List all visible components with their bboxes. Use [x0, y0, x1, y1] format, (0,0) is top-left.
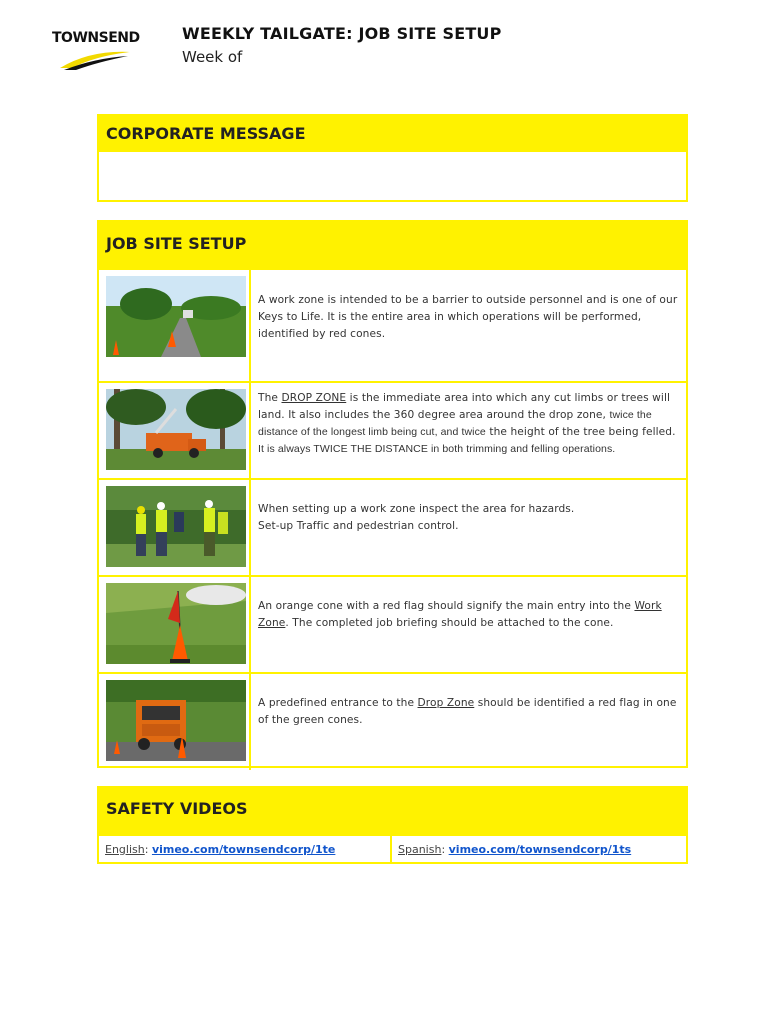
videos-row — [99, 834, 686, 864]
english-label: English — [105, 843, 145, 856]
drop-zone-link[interactable]: DROP ZONE — [281, 392, 347, 404]
spanish-video-link[interactable]: vimeo.com/townsendcorp/1ts — [448, 843, 632, 856]
road-cones-image — [106, 276, 246, 357]
spanish-label: Spanish — [398, 843, 442, 856]
corporate-message-body — [99, 152, 686, 198]
work-zone-link[interactable]: Work Zone — [258, 600, 662, 629]
spanish-video-cell: Spanish: vimeo.com/townsendcorp/1ts — [398, 843, 632, 856]
list-item — [99, 478, 686, 575]
drop-zone-text-start: The — [258, 392, 282, 404]
drop-zone-entrance-link[interactable]: Drop Zone — [417, 697, 475, 709]
drop-zone-text-height: the height of the tree being felled. — [485, 426, 676, 438]
cone-flag-text-start: An orange cone with a red flag should signify the main entry into the — [258, 600, 635, 612]
safety-videos-heading: SAFETY VIDEOS — [99, 788, 686, 834]
townsend-logo — [50, 30, 140, 72]
list-item — [99, 268, 686, 381]
chipper-truck-photo — [99, 674, 251, 770]
crew-photo — [99, 480, 251, 575]
drop-zone-entrance-text — [251, 674, 686, 770]
logo-text: TOWNSEND — [52, 30, 140, 46]
corporate-message-heading: CORPORATE MESSAGE — [99, 116, 686, 152]
work-zone-text: A work zone is intended to be a barrier to outside personnel and is one of our Keys to Life. It is the entire area in which operations will be performed, identified by red cones. — [258, 294, 678, 340]
bucket-truck-image — [106, 389, 246, 470]
corporate-message-section — [97, 114, 688, 202]
hazards-line-2: Set-up Traffic and pedestrian control. — [258, 520, 459, 532]
crew-image — [106, 486, 246, 567]
hazards-text — [251, 480, 686, 575]
page-title: WEEKLY TAILGATE: JOB SITE SETUP — [182, 24, 502, 43]
list-item — [99, 381, 686, 478]
hazards-line-1: When setting up a work zone inspect the area for hazards. — [258, 503, 575, 515]
safety-videos-section — [97, 786, 688, 864]
chipper-truck-image — [106, 680, 246, 761]
drop-zone-text-twice: It is always TWICE THE DISTANCE in both trimming and felling operations. — [258, 443, 616, 455]
entrance-text-end: should be identified a red flag in one of the green cones. — [258, 697, 677, 726]
entrance-text-start: A predefined entrance to the — [258, 697, 418, 709]
cone-flag-text — [251, 577, 686, 672]
list-item — [99, 575, 686, 672]
logo-swoosh-icon — [50, 30, 132, 72]
english-video-cell: English: vimeo.com/townsendcorp/1te — [99, 836, 392, 864]
list-item — [99, 672, 686, 770]
drop-zone-text-middle: is the immediate area into which any cut limbs or trees will land. It also includes the 360 degree area around the drop zone, — [258, 392, 671, 421]
english-video-link[interactable]: vimeo.com/townsendcorp/1te — [151, 843, 336, 856]
cone-flag-photo — [99, 577, 251, 672]
drop-zone-text — [251, 383, 686, 478]
drop-zone-text-note: twice the distance of the longest limb being cut, and twice — [258, 409, 652, 438]
cone-flag-image — [106, 583, 246, 664]
job-site-setup-section — [97, 220, 688, 768]
job-site-setup-heading: JOB SITE SETUP — [99, 222, 686, 268]
week-of-label: Week of — [182, 48, 243, 66]
cone-flag-text-end: . The completed job briefing should be attached to the cone. — [285, 617, 614, 629]
bucket-truck-photo — [99, 383, 251, 478]
road-cones-photo — [99, 270, 251, 381]
